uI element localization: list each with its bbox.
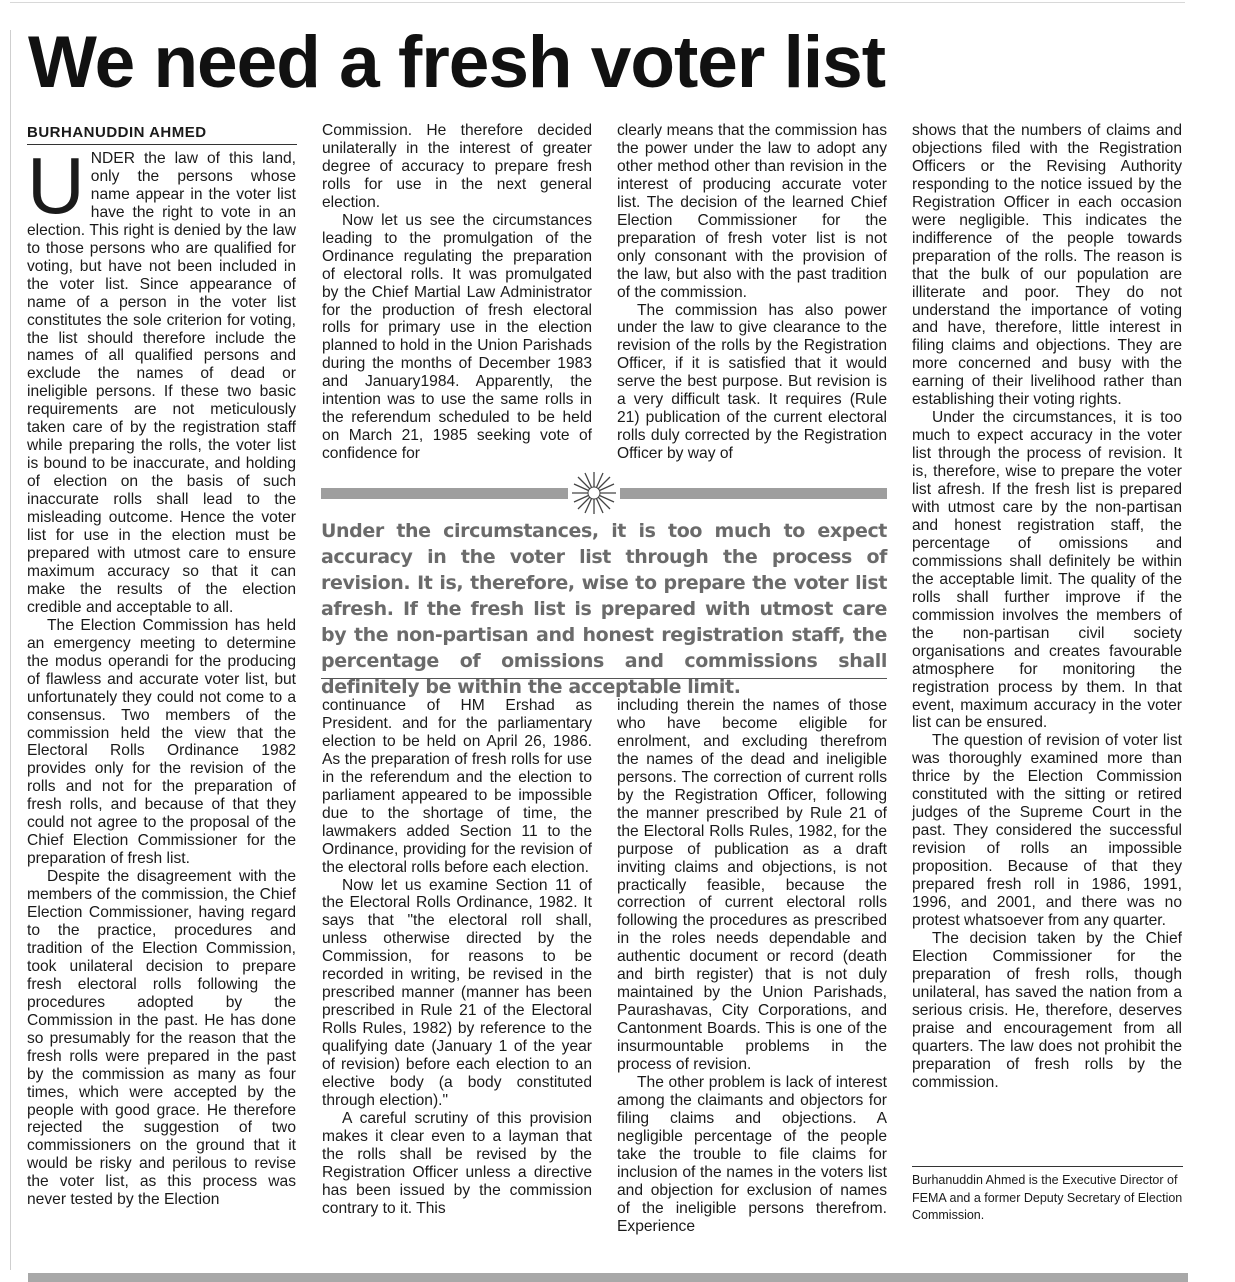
drop-cap: U (27, 141, 85, 230)
starburst-icon (568, 470, 620, 516)
paragraph: clearly means that the commission has the power under the law to adopt any other method other than revision in the interest of producing accurate voter list. The decision of the learned Chief Election Commissioner for the preparation of fresh voter list is not only consonant with the provision of the law, but also with the past tradition of the commission. (617, 122, 887, 301)
paragraph: Now let us examine Section 11 of the Electoral Rolls Ordinance, 1982. It says that "the electoral roll shall, unless otherwise directed by the Commission, for reasons to be recorded in writing, be revised in the prescribed manner (manner has been prescribed in Rule 21 of the Electoral Rolls Rules, 1982) by reference to the qualifying date (January 1 of the year of revision) before each election to an elective body (a body constituted through election)." (322, 876, 592, 1109)
paragraph: The question of revision of voter list was thoroughly examined more than thrice by the Election Commission constituted with the sitting or retired judges of the Supreme Court in the past. They considered the successful revision of rolls an impossible proposition. Because of that they prepared fresh roll in 1986, 1991, 1996, and 2001, and there was no protest whatsoever from any quarter. (912, 732, 1182, 929)
paragraph: The Election Commission has held an emergency meeting to determine the modus operandi for the producing of flawless and accurate voter list, but unfortunately they could not come to a consensus. Two members of the commission held the view that the Electoral Rolls Ordinance 1982 provides only for the revision of the rolls and not for the preparation of fresh rolls, and because of that they could not agree to the proposal of the Chief Election Commissioner for the preparation of fresh list. (27, 616, 296, 868)
headline: We need a fresh voter list (28, 22, 886, 103)
pull-quote-text: Under the circumstances, it is too much to expect accuracy in the voter list through the process of revision. It is, therefore, wise to prepare the voter list afresh. If the fresh list is prepared with utmost care by the non-partisan and honest registration staff, the percentage of omissions and commissions shall definitely be within the acceptable limit. (321, 520, 887, 698)
paragraph: shows that the numbers of claims and objections filed with the Registration Officers or the Revising Authority responding to the notice issued by the Registration Officer in each occasion were negligible. This indicates the indifference of the people towards preparation of the rolls. The reason is that the bulk of our population are illiterate and poor. They do not understand the importance of voting and have, therefore, little interest in filing claims and objections. They are more concerned and busy with the earning of their livelihood rather than establishing their voting rights. (912, 122, 1182, 409)
column-3-bottom (617, 697, 887, 1236)
column-2-bottom (322, 697, 592, 1218)
top-rule (10, 2, 1185, 3)
left-margin-rule (10, 30, 11, 1270)
paragraph: NDER the law of this land, only the persons whose name appear in the voter list have the right to vote in an election. This right is denied by the law to those persons who are qualified for voting, but have not been included in the voter list. Since appearance of name of a person in the voter list constitutes the sole criterion for voting, the list should therefore include the names of all qualified persons and exclude the names of dead or ineligible persons. If these two basic requirements are not meticulously taken care of by the registration staff while preparing the rolls, the voter list is bound to be inaccurate, and holding of election on the basis of such inaccurate rolls shall lead to the misleading outcome. Hence the voter list for use in the election must be prepared with utmost care to ensure maximum accuracy so that it can make the results of the election credible and acceptable to all. (27, 150, 296, 616)
paragraph: Despite the disagreement with the members of the commission, the Chief Election Commissioner, having regard to the practice, procedures and tradition of the Election Commission, took unilateral decision to prepare fresh electoral rolls following the procedures adopted by the Commission in the past. He has done so presumably for the reason that the fresh rolls were prepared in the past by the commission as many as four times, which were accepted by the people with good grace. He therefore rejected the suggestion of two commissioners on the ground that it would be risky and perilous to revise the voter list, as this process was never tested by the Election (27, 868, 296, 1209)
paragraph: including therein the names of those who have become eligible for enrolment, and excluding therefrom the names of the dead and ineligible persons. The correction of current rolls by the Registration Officer, following the manner prescribed by Rule 21 of the Electoral Rolls Rules, 1982, for the purpose of publication as a draft inviting claims and objections, is not practically feasible, because the correction of current electoral rolls following the procedures as prescribed in the roles needs dependable and authentic document or record (death and birth register) that is not duly maintained by the Union Parishads, Paurashavas, City Corporations, and Cantonment Boards. This is one of the insurmountable problems in the process of revision. (617, 697, 887, 1074)
column-1 (27, 141, 296, 1209)
paragraph: A careful scrutiny of this provision makes it clear even to a layman that the rolls shall be revised by the Registration Officer unless a directive has been issued by the commission contrary to it. This (322, 1109, 592, 1217)
paragraph: Commission. He therefore decided unilaterally in the interest of greater degree of accuracy to prepare fresh rolls for use in the next general election. (322, 122, 592, 211)
author-note-rule (912, 1166, 1183, 1167)
column-3-top (617, 122, 887, 463)
paragraph: The decision taken by the Chief Election Commissioner for the preparation of fresh rolls, though unilateral, has saved the nation from a serious crisis. He, therefore, deserves praise and encouragement from all quarters. The law does not prohibit the preparation of fresh rolls by the commission. (912, 929, 1182, 1091)
paragraph: The commission has also power under the law to give clearance to the revision of the rolls by the Registration Officer, if it is satisfied that it would serve the best purpose. But revision is a very difficult task. It requires (Rule 21) publication of the current electoral rolls duly corrected by the Registration Officer by way of (617, 301, 887, 463)
paragraph: Now let us see the circumstances leading to the promulgation of the Ordinance regulating the preparation of electoral rolls. It was promulgated by the Chief Martial Law Administrator for the production of fresh electoral rolls for primary use in the election planned to hold in the Union Parishads during the months of December 1983 and January1984. Apparently, the intention was to use the same rolls in the referendum scheduled to be held on March 21, 1985 seeking vote of confidence for (322, 211, 592, 463)
byline-name: BURHANUDDIN AHMED (27, 124, 207, 141)
paragraph: The other problem is lack of interest among the claimants and objectors for filing claims and objections. A negligible percentage of the people take the trouble to file claims for inclusion of the names in the voters list and objection for exclusion of names of the ineligible persons therefrom. Experience (617, 1074, 887, 1235)
pull-quote (321, 470, 887, 698)
author-note: Burhanuddin Ahmed is the Executive Director of FEMA and a former Deputy Secretary of Election Commission. (912, 1173, 1183, 1222)
paragraph: continuance of HM Ershad as President. and for the parliamentary election to be held on April 26, 1986. As the preparation of fresh rolls for use in the referendum and the election to parliament appeared to be impossible due to the shortage of time, the lawmakers added Section 11 to the Ordinance, providing for the revision of the electoral rolls before each election. (322, 697, 592, 876)
column-4 (912, 122, 1182, 1091)
paragraph: Under the circumstances, it is too much to expect accuracy in the voter list through the process of revision. It is, therefore, wise to prepare the voter list afresh. If the fresh list is prepared with utmost care by the non-partisan and honest registration staff, the percentage of omissions and commissions shall definitely be within the acceptable limit. The quality of the rolls shall further improve if the commission involves the members of the non-partisan civil society organisations and creates favourable atmosphere for monitoring the registration process by them. In that event, maximum accuracy in the voter list can be ensured. (912, 409, 1182, 732)
pull-quote-rule (321, 678, 887, 679)
column-2-top (322, 122, 592, 463)
